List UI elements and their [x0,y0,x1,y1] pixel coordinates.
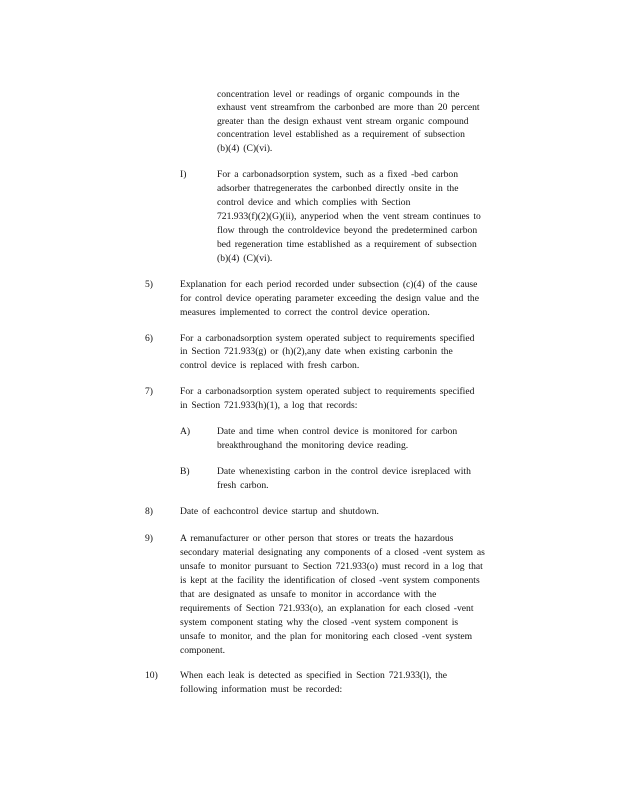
text-line: unsafe to monitor pursuant to Section 721.933(o) must record in a log that [180,561,483,572]
text-line: unsafe to monitor, and the plan for monitoring each closed -vent system [180,631,473,642]
text-line: When each leak is detected as specified in Section 721.933(l), the [180,670,448,681]
item-number: 7) [145,386,153,397]
text-line: breakthroughand the monitoring device reading. [217,440,409,451]
text-line: A remanufacturer or other person that stores or treats the hazardous [180,533,454,544]
text-line: control device and which complies with Section [217,197,411,208]
text-line: concentration level or readings of organic compounds in the [217,89,460,100]
text-line: (b)(4) (C)(vi). [217,143,273,154]
text-line: fresh carbon. [217,480,269,491]
text-line: (b)(4) (C)(vi). [217,253,273,264]
text-line: in Section 721.933(g) or (h)(2),any date when existing carbonin the [180,346,453,357]
text-line: that are designated as unsafe to monitor in accordance with the [180,589,437,600]
text-line: for control device operating parameter exceeding the design value and the [180,293,479,304]
item-marker: I) [180,169,187,180]
text-line: secondary material designating any components of a closed -vent system as [180,547,485,558]
text-line: in Section 721.933(h)(1), a log that records: [180,400,358,411]
text-line: concentration level established as a requirement of subsection [217,129,465,140]
text-line: Date and time when control device is monitored for carbon [217,426,458,437]
text-line: system component stating why the closed -vent system component is [180,617,459,628]
text-line: is kept at the facility the identification of closed -vent system components [180,575,480,586]
item-number: 9) [145,533,153,544]
sub-item-marker: A) [180,426,191,437]
text-line: control device is replaced with fresh carbon. [180,360,360,371]
item-number: 10) [145,670,158,681]
text-line: flow through the controldevice beyond the predetermined carbon [217,225,478,236]
text-line: For a carbonadsorption system operated subject to requirements specified [180,386,475,397]
sub-item-marker: B) [180,466,190,477]
text-line: For a carbonadsorption system, such as a fixed -bed carbon [217,169,459,180]
text-line: bed regeneration time established as a requirement of subsection [217,239,477,250]
text-line: For a carbonadsorption system operated subject to requirements specified [180,333,475,344]
text-line: 721.933(f)(2)(G)(ii), anyperiod when the vent stream continues to [217,211,481,222]
text-line: Explanation for each period recorded under subsection (c)(4) of the cause [180,279,478,290]
item-number: 5) [145,279,153,290]
text-line: Date whenexisting carbon in the control device isreplaced with [217,466,471,477]
text-line: Date of eachcontrol device startup and shutdown. [180,506,379,517]
item-number: 6) [145,333,153,344]
text-line: exhaust vent streamfrom the carbonbed are more than 20 percent [217,102,480,113]
text-line: adsorber thatregenerates the carbonbed directly onsite in the [217,183,459,194]
item-number: 8) [145,506,153,517]
text-line: greater than the design exhaust vent stream organic compound [217,116,469,127]
text-line: measures implemented to correct the control device operation. [180,307,430,318]
text-line: component. [180,645,226,656]
text-line: requirements of Section 721.933(o), an explanation for each closed -vent [180,603,474,614]
text-line: following information must be recorded: [180,684,343,695]
